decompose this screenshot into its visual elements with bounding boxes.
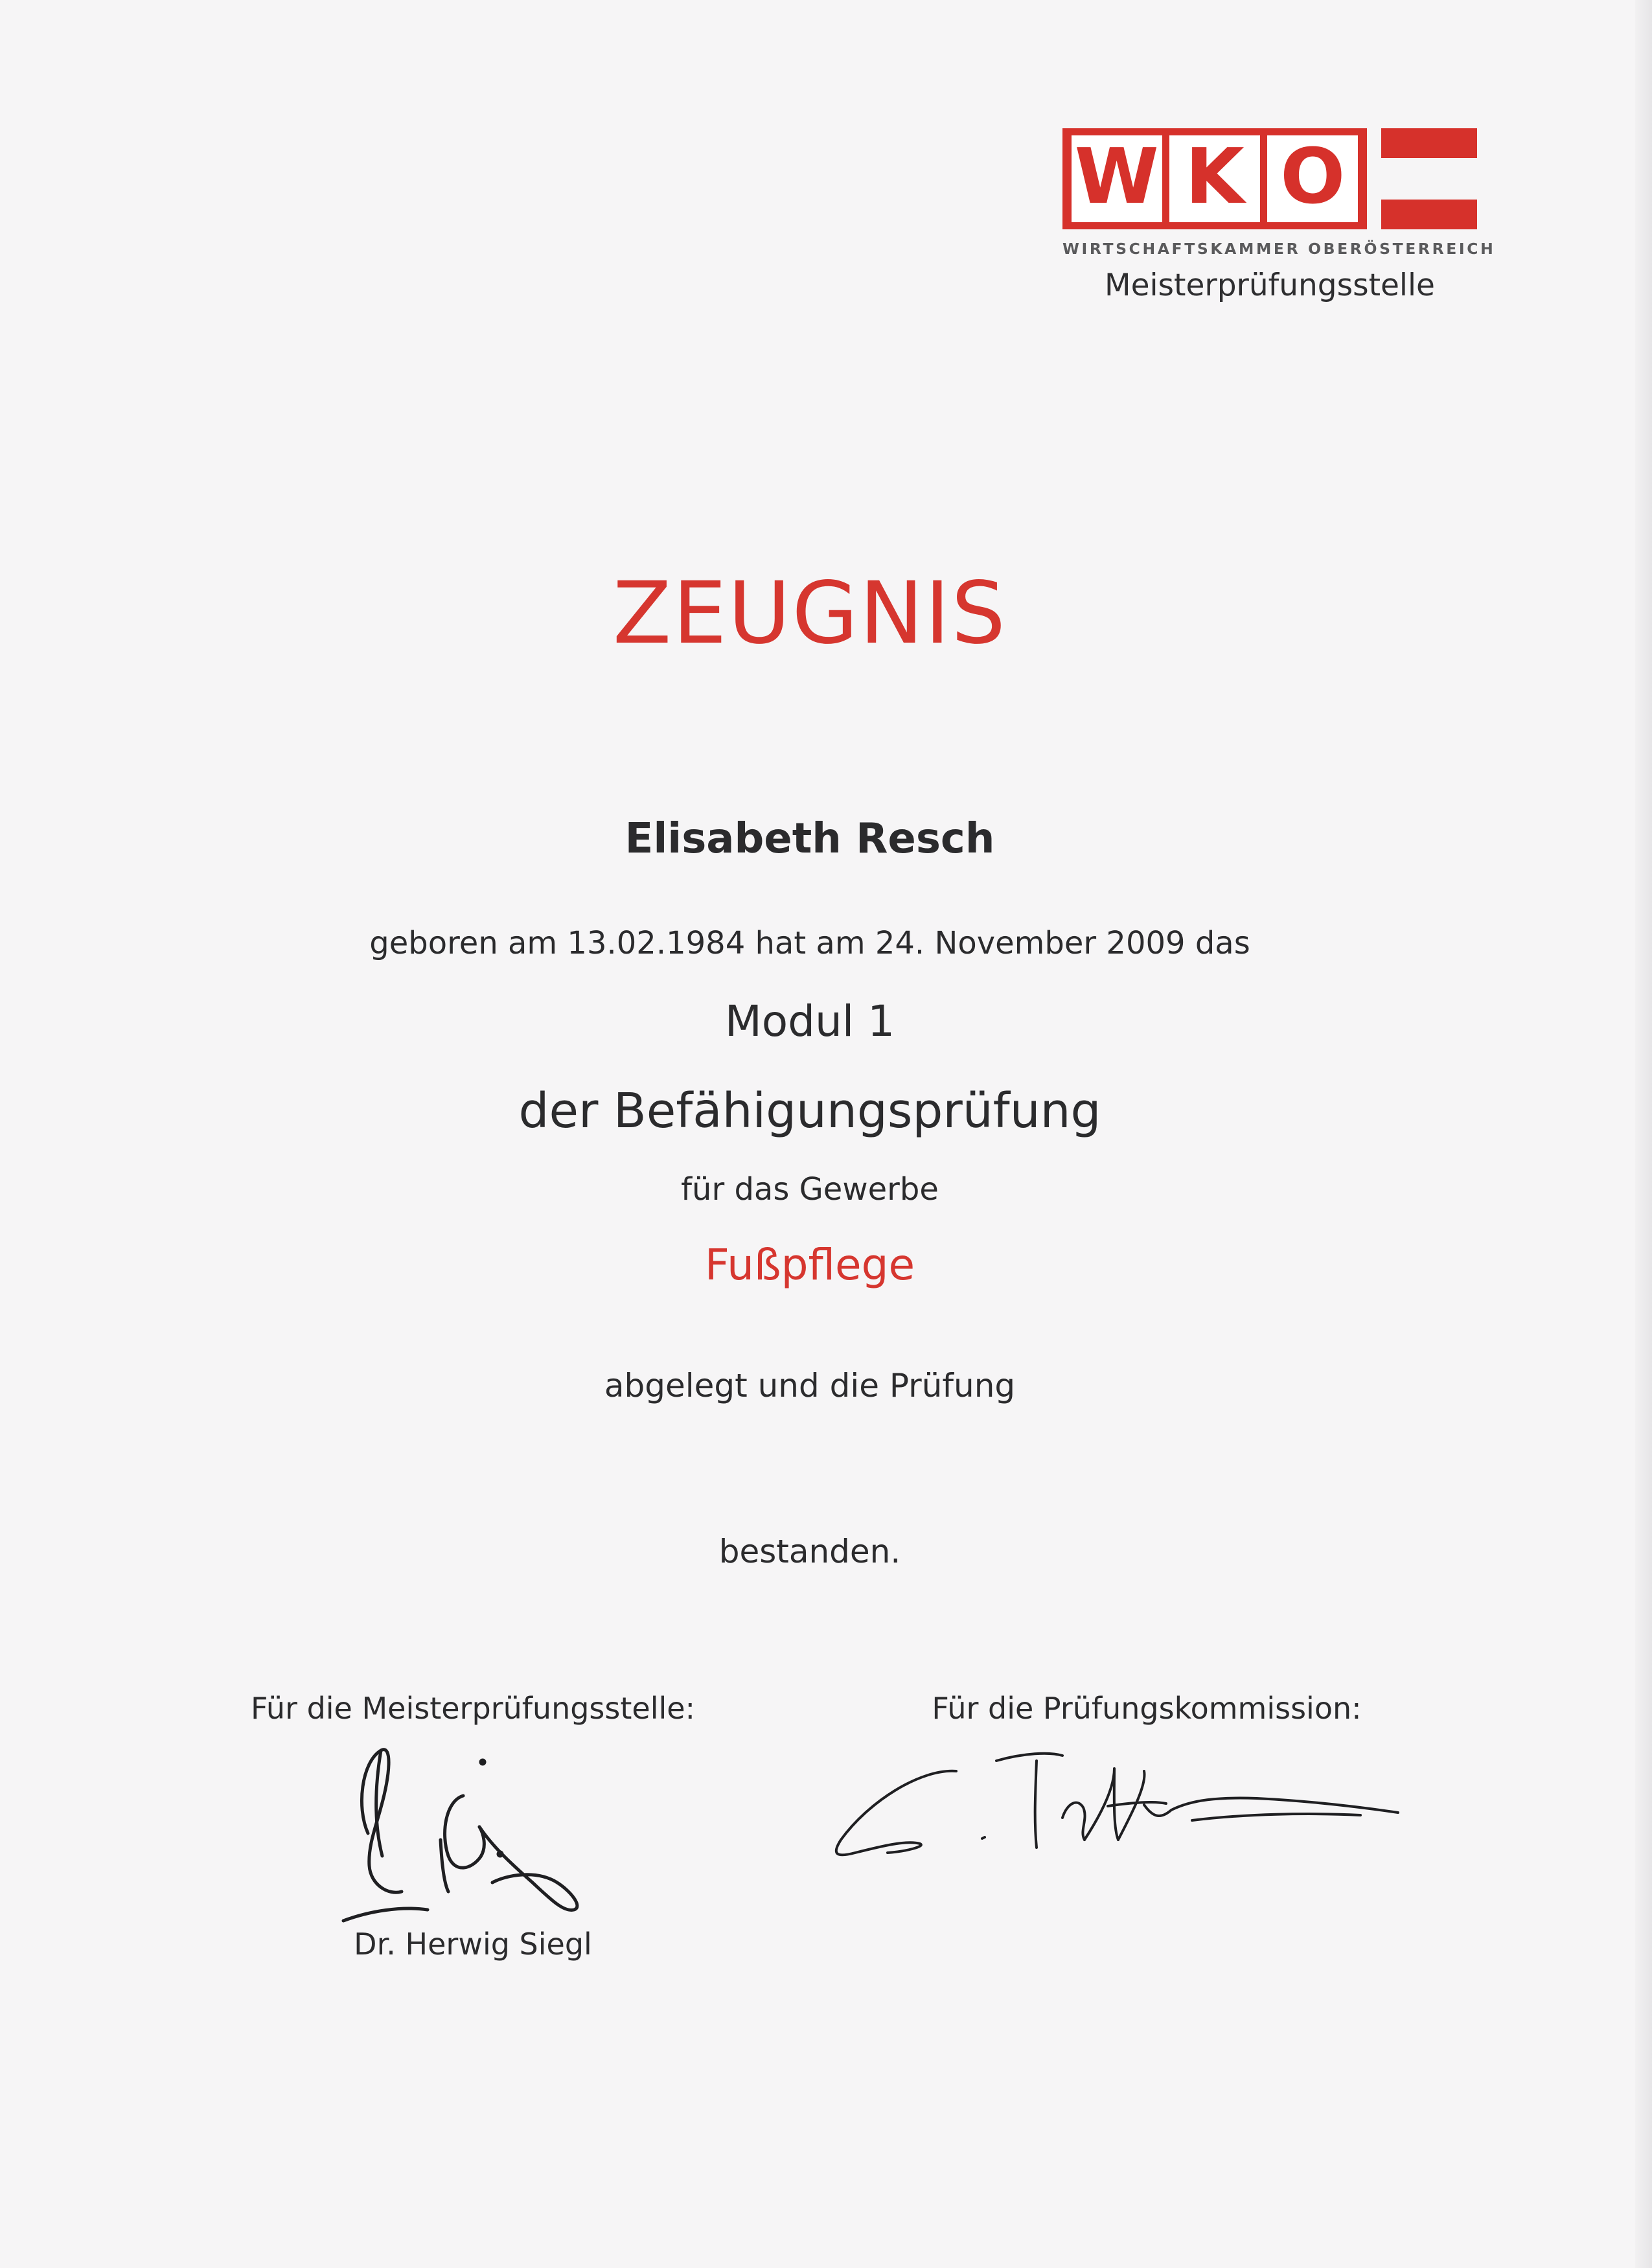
- wko-logo-letters: [1062, 128, 1367, 229]
- flag-stripe-top: [1381, 128, 1477, 158]
- logo-tagline: WIRTSCHAFTSKAMMER OBERÖSTERREICH: [1062, 240, 1496, 258]
- wko-logo-mark: [1062, 128, 1477, 229]
- exam-line: der Befähigungsprüfung: [518, 1083, 1101, 1139]
- logo-letter-o: O: [1267, 135, 1358, 222]
- certificate-title: ZEUGNIS: [612, 564, 1007, 663]
- recipient-name: Elisabeth Resch: [625, 815, 995, 863]
- result-intro-line: abgelegt und die Prüfung: [604, 1367, 1016, 1404]
- module-line: Modul 1: [724, 996, 895, 1046]
- logo-subtitle: Meisterprüfungsstelle: [1105, 268, 1435, 303]
- paper-edge-shadow: [1635, 0, 1652, 2268]
- signature-label-left: Für die Meisterprüfungsstelle:: [250, 1691, 696, 1726]
- logo-letter-w: W: [1072, 135, 1162, 222]
- logo-letter-k: K: [1169, 135, 1260, 222]
- signer-name: Dr. Herwig Siegl: [354, 1927, 592, 1962]
- signature-left-image: [330, 1736, 615, 1930]
- trade-name: Fußpflege: [704, 1240, 915, 1290]
- trade-intro-line: für das Gewerbe: [681, 1171, 939, 1208]
- result-line: bestanden.: [718, 1533, 901, 1570]
- birth-date-line: geboren am 13.02.1984 hat am 24. November 2009 das: [369, 925, 1250, 961]
- signature-label-right: Für die Prüfungskommission:: [932, 1691, 1362, 1726]
- flag-stripe-bottom: [1381, 200, 1477, 229]
- signature-right-image: [829, 1743, 1399, 1898]
